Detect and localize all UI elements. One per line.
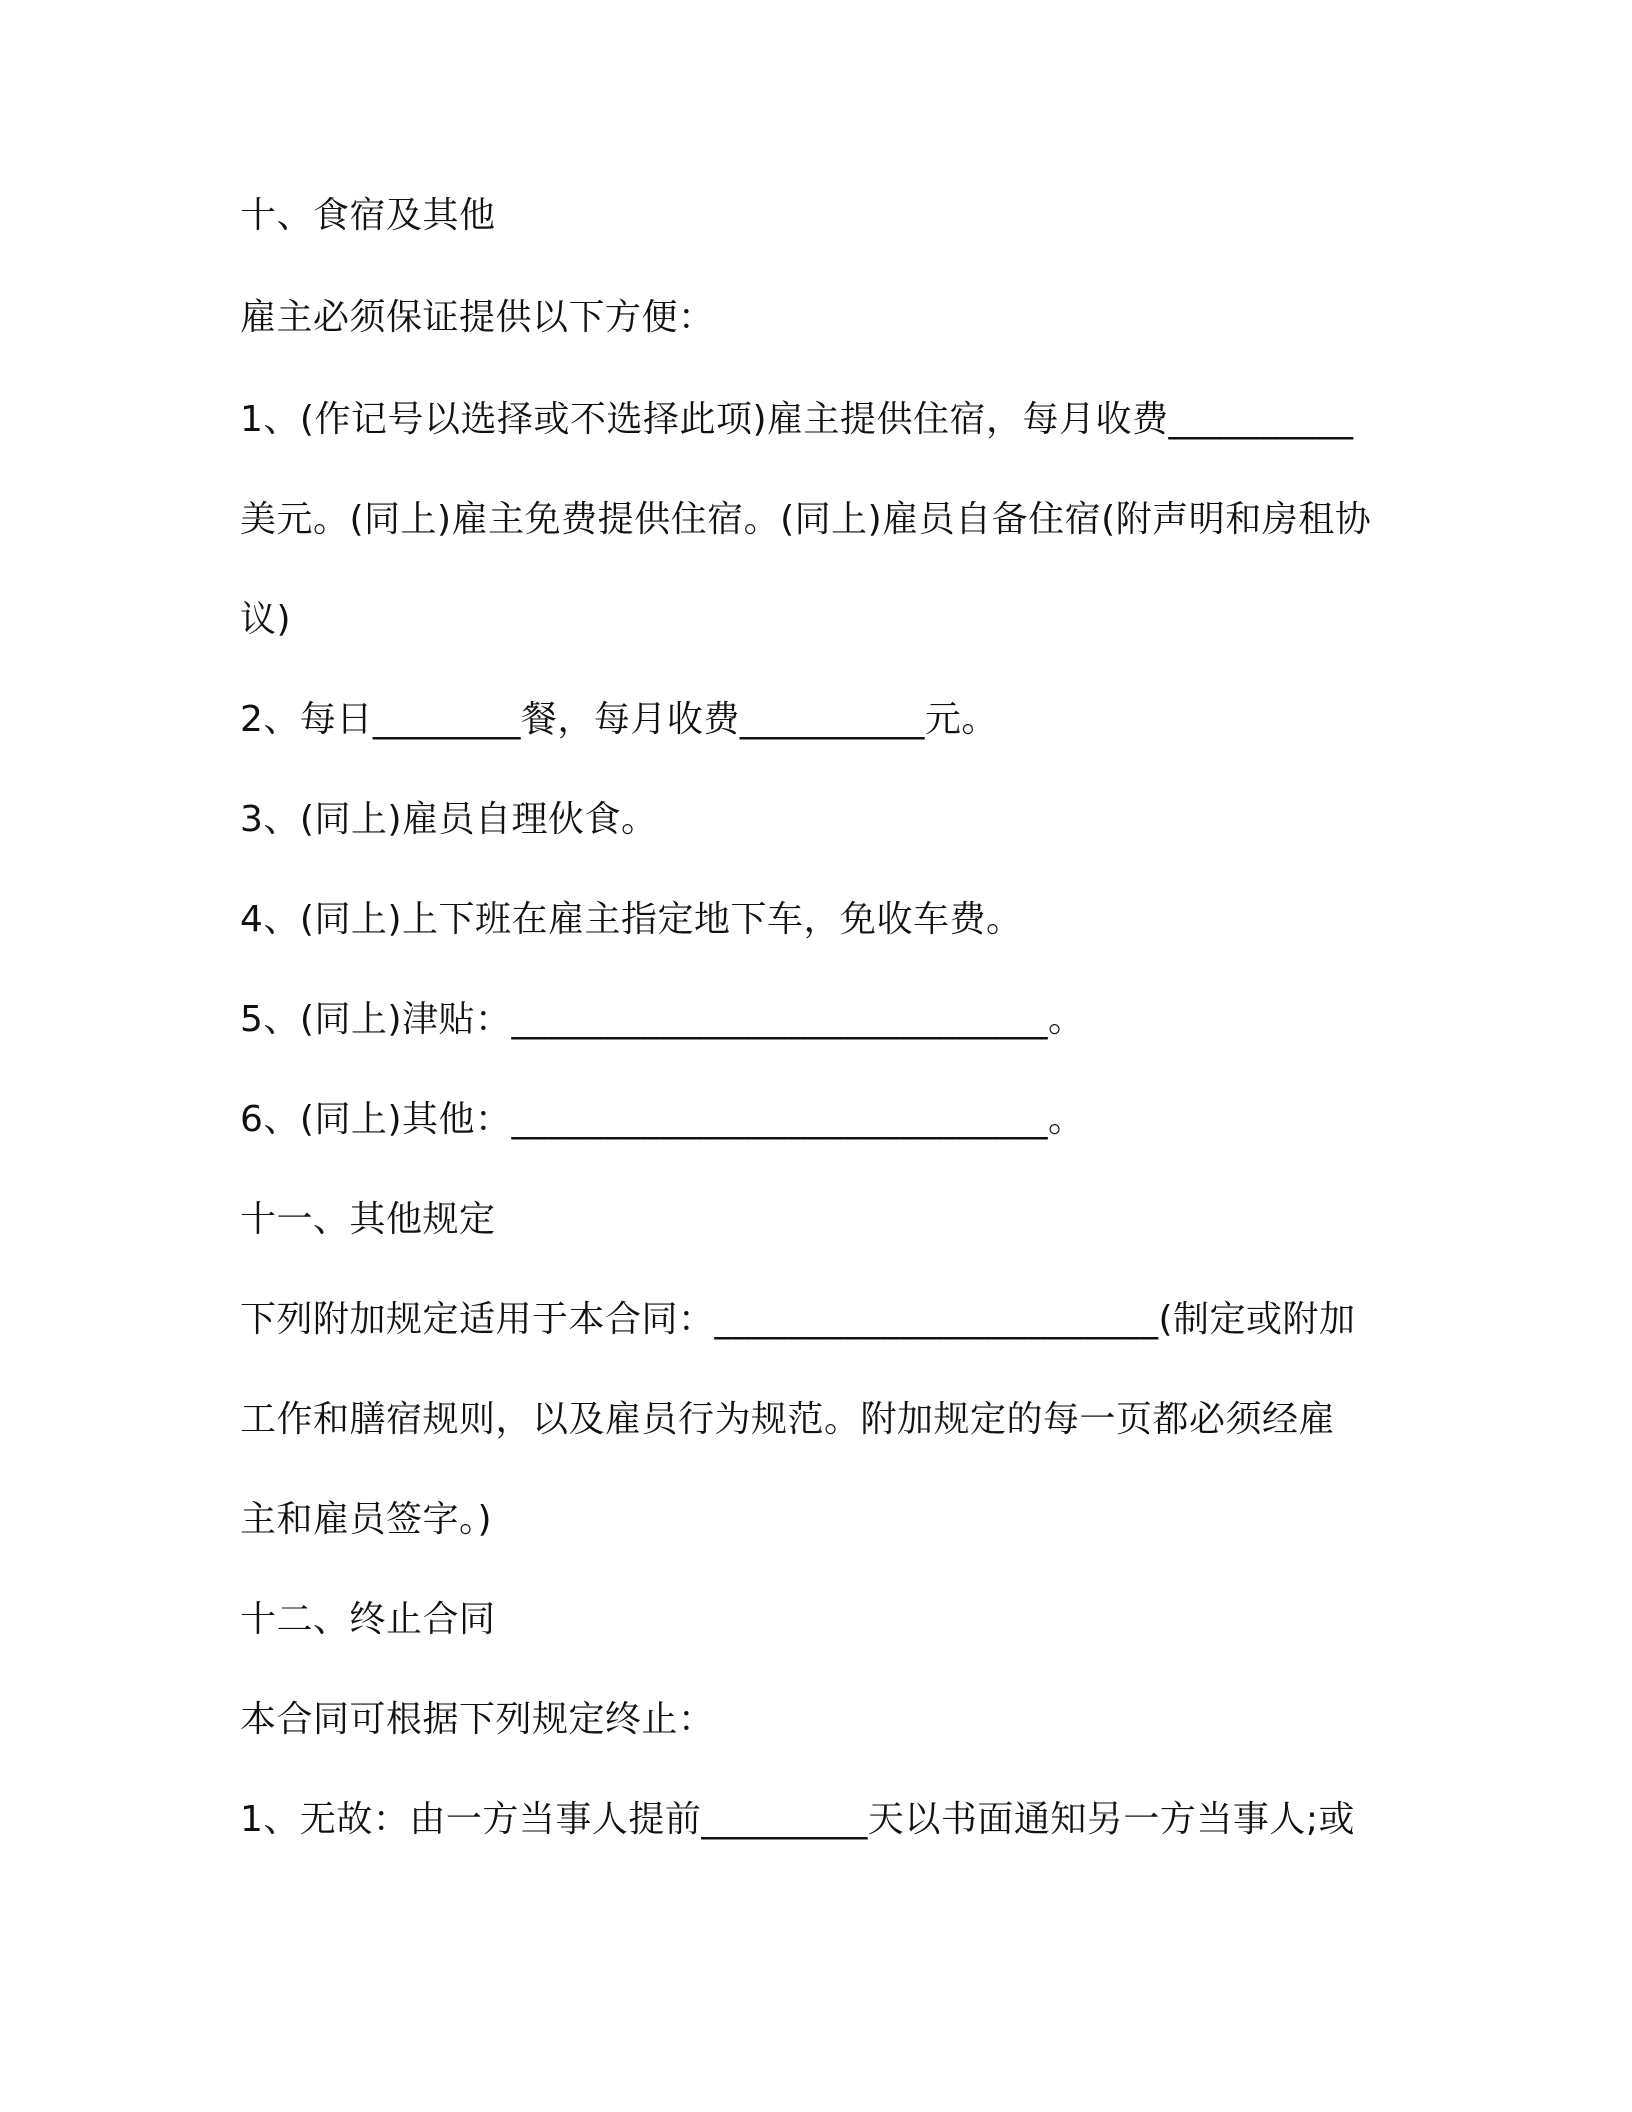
paragraph-line: 雇主必须保证提供以下方便： — [240, 297, 715, 338]
list-item-1: 1、(作记号以选择或不选择此项)雇主提供住宿，每月收费__________ — [240, 399, 1354, 440]
paragraph-line: 本合同可根据下列规定终止： — [240, 1699, 715, 1740]
section-heading-11: 十一、其他规定 — [240, 1199, 496, 1240]
list-item-4: 4、(同上)上下班在雇主指定地下车，免收车费。 — [240, 899, 1023, 940]
paragraph-line: 美元。(同上)雇主免费提供住宿。(同上)雇员自备住宿(附声明和房租协 — [240, 499, 1372, 540]
paragraph-line: 下列附加规定适用于本合同：________________________(制定或附加 — [240, 1299, 1356, 1340]
list-item-2: 2、每日________餐，每月收费__________元。 — [240, 699, 998, 740]
list-item-5: 5、(同上)津贴：_____________________________。 — [240, 999, 1085, 1040]
list-item-1: 1、无故：由一方当事人提前_________天以书面通知另一方当事人;或 — [240, 1799, 1356, 1840]
paragraph-line: 主和雇员签字。) — [240, 1499, 493, 1540]
list-item-6: 6、(同上)其他：_____________________________。 — [240, 1099, 1085, 1140]
section-heading-12: 十二、终止合同 — [240, 1599, 496, 1640]
section-heading-10: 十、食宿及其他 — [240, 195, 496, 236]
list-item-3: 3、(同上)雇员自理伙食。 — [240, 799, 658, 840]
paragraph-line: 工作和膳宿规则，以及雇员行为规范。附加规定的每一页都必须经雇 — [240, 1399, 1336, 1440]
paragraph-line: 议) — [240, 599, 292, 640]
